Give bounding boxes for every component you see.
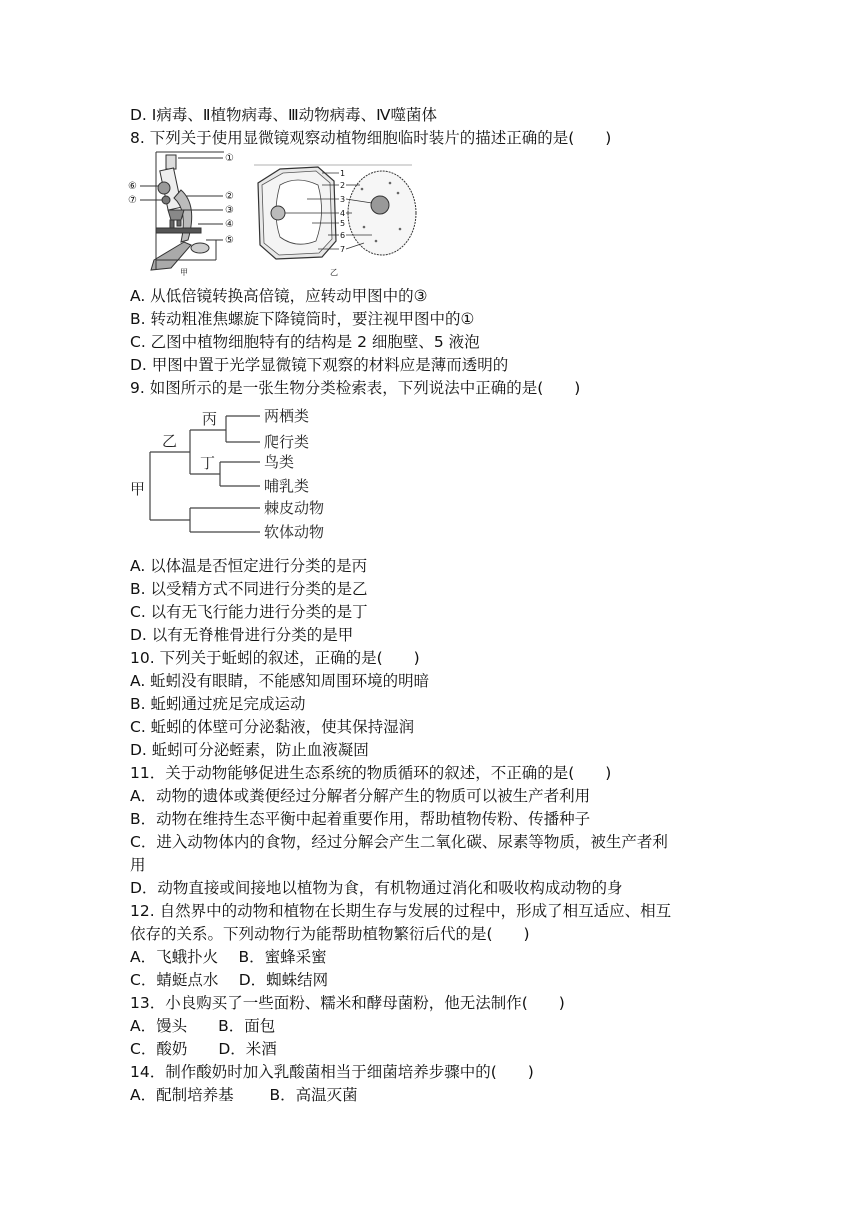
q10-option-d[interactable]: D. 蚯蚓可分泌蛭素，防止血液凝固 [130,741,369,759]
q8-option-b[interactable]: B. 转动粗准焦螺旋下降镜筒时，要注视甲图中的① [130,310,475,328]
microscope-label-6: ⑥ [128,181,137,192]
q11-option-c[interactable]: C．进入动物体内的食物，经过分解会产生二氧化碳、尿素等物质，被生产者利 [130,833,668,851]
tree-leaf-mammals: 哺乳类 [264,477,310,495]
microscope-label-3: ③ [225,205,234,216]
tree-node-bing: 丙 [202,410,218,428]
q13-options-cd[interactable]: C．酸奶 D．米酒 [130,1040,277,1058]
microscope-caption: 甲 [180,268,188,277]
q7-option-d: D. Ⅰ病毒、Ⅱ植物病毒、Ⅲ动物病毒、Ⅳ噬菌体 [130,106,437,124]
q10-option-b[interactable]: B. 蚯蚓通过疣足完成运动 [130,695,306,713]
q12-stem-2: 依存的关系。下列动物行为能帮助植物繁衍后代的是( ) [130,925,530,943]
tree-node-ding: 丁 [200,454,216,472]
q8-stem: 8. 下列关于使用显微镜观察动植物细胞临时装片的描述正确的是( ) [130,129,612,147]
cell-label-1: 1 [340,169,346,178]
cell-label-6: 6 [340,231,346,240]
cell-label-3: 3 [340,195,346,204]
q8-option-c[interactable]: C. 乙图中植物细胞特有的结构是 2 细胞壁、5 液泡 [130,333,480,351]
q11-option-b[interactable]: B．动物在维持生态平衡中起着重要作用，帮助植物传粉、传播种子 [130,810,591,828]
q9-option-a[interactable]: A. 以体温是否恒定进行分类的是丙 [130,557,368,575]
q11-stem: 11．关于动物能够促进生态系统的物质循环的叙述，不正确的是( ) [130,764,612,782]
tree-leaf-birds: 鸟类 [264,453,295,471]
q13-stem: 13．小良购买了一些面粉、糯米和酵母菌粉，他无法制作( ) [130,994,565,1012]
microscope-label-4: ④ [225,219,234,230]
cell-label-2: 2 [340,181,346,190]
q9-option-b[interactable]: B. 以受精方式不同进行分类的是乙 [130,580,368,598]
q8-option-a[interactable]: A. 从低倍镜转换高倍镜，应转动甲图中的③ [130,287,428,305]
q9-option-c[interactable]: C. 以有无飞行能力进行分类的是丁 [130,603,368,621]
cells-caption: 乙 [330,268,338,277]
q9-stem: 9. 如图所示的是一张生物分类检索表，下列说法中正确的是( ) [130,379,581,397]
q10-option-a[interactable]: A. 蚯蚓没有眼睛，不能感知周围环境的明暗 [130,672,430,690]
q12-stem-1: 12. 自然界中的动物和植物在长期生存与发展的过程中，形成了相互适应、相互 [130,902,672,920]
cell-label-5: 5 [340,219,346,228]
microscope-label-1: ① [225,153,234,164]
q11-option-c-cont: 用 [130,856,146,874]
q13-options-ab[interactable]: A．馒头 B．面包 [130,1017,276,1035]
microscope-label-7: ⑦ [128,195,137,206]
q14-stem: 14．制作酸奶时加入乳酸菌相当于细菌培养步骤中的( ) [130,1063,534,1081]
tree-node-yi: 乙 [162,432,178,450]
q14-options-ab[interactable]: A．配制培养基 B．高温灭菌 [130,1086,358,1104]
tree-leaf-amphibians: 两栖类 [264,407,310,425]
cells-figure [252,163,417,279]
cell-label-4: 4 [340,209,346,218]
classification-tree [128,402,348,550]
q11-option-d[interactable]: D．动物直接或间接地以植物为食，有机物通过消化和吸收构成动物的身 [130,879,623,897]
tree-leaf-mollusks: 软体动物 [264,523,325,541]
tree-node-jia: 甲 [130,480,146,498]
microscope-label-2: ② [225,191,234,202]
q9-option-d[interactable]: D. 以有无脊椎骨进行分类的是甲 [130,626,354,644]
cell-label-7: 7 [340,245,346,254]
tree-leaf-echinoderms: 棘皮动物 [264,499,325,517]
q10-stem: 10. 下列关于蚯蚓的叙述，正确的是( ) [130,649,420,667]
q11-option-a[interactable]: A．动物的遗体或粪便经过分解者分解产生的物质可以被生产者利用 [130,787,591,805]
microscope-figure [126,150,244,278]
tree-leaf-reptiles: 爬行类 [264,433,310,451]
q12-options-ab[interactable]: A．飞蛾扑火 B．蜜蜂采蜜 [130,948,327,966]
q10-option-c[interactable]: C. 蚯蚓的体壁可分泌黏液，使其保持湿润 [130,718,415,736]
microscope-label-5: ⑤ [225,235,234,246]
q8-option-d[interactable]: D. 甲图中置于光学显微镜下观察的材料应是薄而透明的 [130,356,509,374]
q12-options-cd[interactable]: C．蜻蜓点水 D．蜘蛛结网 [130,971,329,989]
